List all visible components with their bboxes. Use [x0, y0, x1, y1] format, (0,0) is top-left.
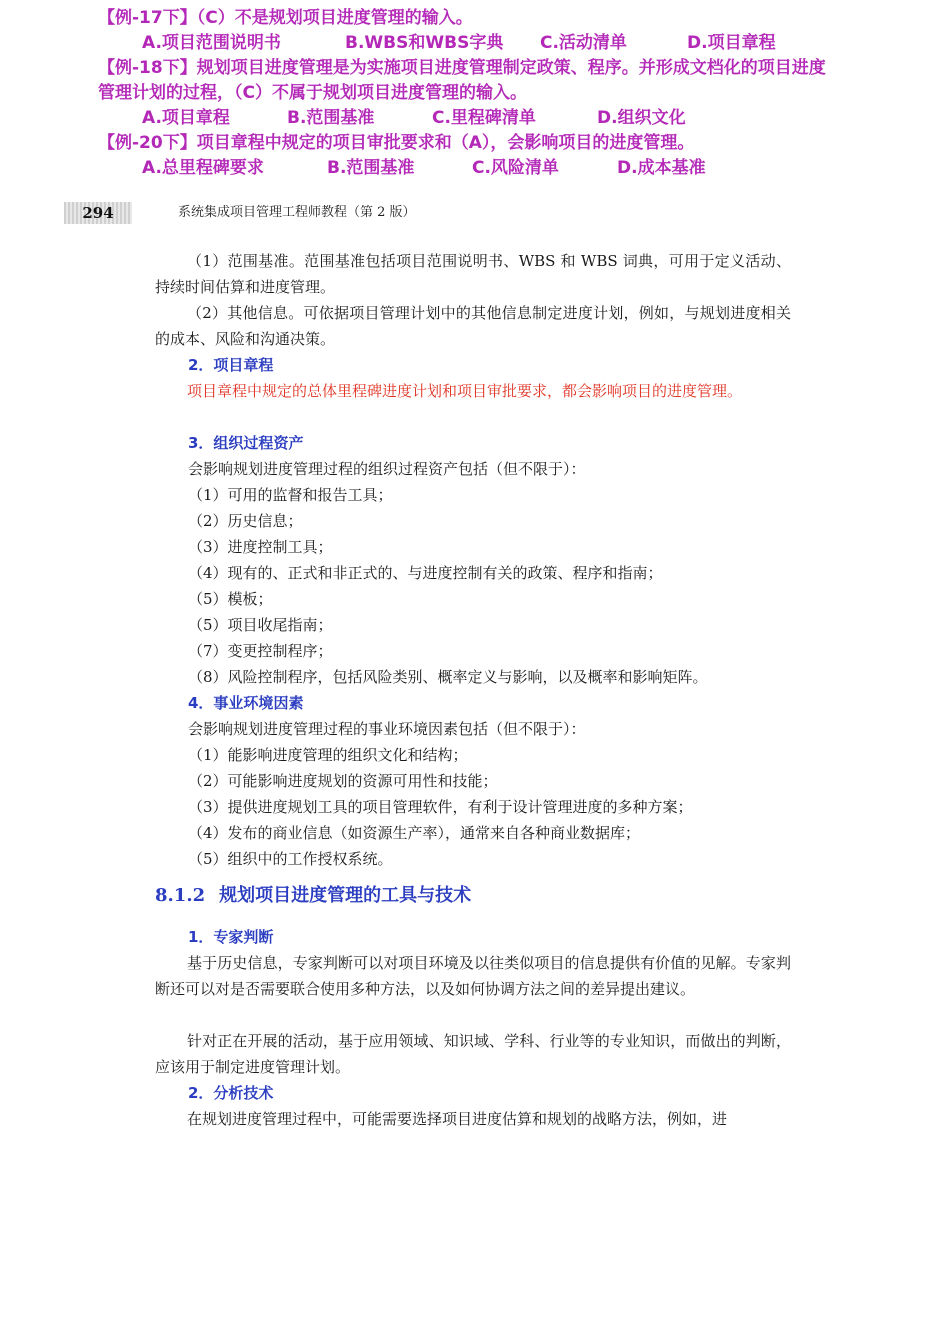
list-item: （7）变更控制程序；	[188, 642, 333, 660]
heading-analysis: 2．分析技术	[188, 1084, 274, 1102]
list-item: （2）可能影响进度规划的资源可用性和技能；	[188, 772, 498, 790]
list-item: （4）发布的商业信息（如资源生产率），通常来自各种商业数据库；	[188, 824, 641, 842]
option-a: A.总里程碑要求	[142, 158, 264, 178]
opa-intro: 会影响规划进度管理过程的组织过程资产包括（但不限于）：	[188, 460, 586, 478]
option-a: A.项目章程	[142, 108, 230, 128]
list-item: （1）可用的监督和报告工具；	[188, 486, 393, 504]
book-title: 系统集成项目管理工程师教程（第 2 版）	[178, 205, 416, 220]
option-d: D.组织文化	[597, 108, 686, 128]
option-c: C.风险清单	[472, 158, 559, 178]
section-number: 8.1.2	[155, 885, 206, 906]
heading-opa: 3．组织过程资产	[188, 434, 304, 452]
scope-baseline-paragraph: （1）范围基准。范围基准包括项目范围说明书、WBS 和 WBS 词典，可用于定义活动、持续时间估算和进度管理。	[155, 252, 791, 296]
list-item: （4）现有的、正式和非正式的、与进度控制有关的政策、程序和指南；	[188, 564, 663, 582]
option-b: B.范围基准	[287, 108, 375, 128]
option-b: B.范围基准	[327, 158, 415, 178]
section-heading	[155, 882, 471, 910]
list-item: （2）历史信息；	[188, 512, 303, 530]
list-item: （8）风险控制程序，包括风险类别、概率定义与影响，以及概率和影响矩阵。	[188, 668, 708, 686]
example-20-question: 【例-20下】项目章程中规定的项目审批要求和（A），会影响项目的进度管理。	[98, 133, 695, 153]
list-item: （5）组织中的工作授权系统。	[188, 850, 393, 868]
option-a: A.项目范围说明书	[142, 33, 281, 53]
option-d: D.项目章程	[687, 33, 776, 53]
expert-paragraph-2: 针对正在开展的活动，基于应用领域、知识域、学科、行业等的专业知识，而做出的判断，应该用于制定进度管理计划。	[155, 1032, 791, 1076]
list-item: （3）进度控制工具；	[188, 538, 333, 556]
option-c: C.里程碑清单	[432, 108, 536, 128]
heading-eef: 4．事业环境因素	[188, 694, 304, 712]
page-number: 294	[64, 202, 132, 224]
expert-paragraph-1: 基于历史信息，专家判断可以对项目环境及以往类似项目的信息提供有价值的见解。专家判断还可以对是否需要联合使用多种方法，以及如何协调方法之间的差异提出建议。	[155, 954, 791, 998]
charter-paragraph: 项目章程中规定的总体里程碑进度计划和项目审批要求，都会影响项目的进度管理。	[187, 382, 743, 400]
option-d: D.成本基准	[617, 158, 706, 178]
other-info-paragraph: （2）其他信息。可依据项目管理计划中的其他信息制定进度计划，例如，与规划进度相关的成本、风险和沟通决策。	[155, 304, 791, 348]
list-item: （5）项目收尾指南；	[188, 616, 333, 634]
list-item: （1）能影响进度管理的组织文化和结构；	[188, 746, 468, 764]
eef-intro: 会影响规划进度管理过程的事业环境因素包括（但不限于）：	[188, 720, 586, 738]
example-17-question: 【例-17下】（C）不是规划项目进度管理的输入。	[98, 8, 473, 28]
list-item: （5）模板；	[188, 590, 273, 608]
heading-expert-judgment: 1．专家判断	[188, 928, 274, 946]
analysis-paragraph: 在规划进度管理过程中，可能需要选择项目进度估算和规划的战略方法，例如，进	[187, 1110, 728, 1128]
option-b: B.WBS和WBS字典	[345, 33, 504, 53]
section-title: 规划项目进度管理的工具与技术	[219, 885, 472, 906]
list-item: （3）提供进度规划工具的项目管理软件，有利于设计管理进度的多种方案；	[188, 798, 693, 816]
option-c: C.活动清单	[540, 33, 627, 53]
example-18-question: 【例-18下】规划项目进度管理是为实施项目进度管理制定政策、程序。并形成文档化的项目进度管理计划的过程，（C）不属于规划项目进度管理的输入。	[98, 58, 826, 103]
heading-project-charter: 2．项目章程	[188, 356, 274, 374]
